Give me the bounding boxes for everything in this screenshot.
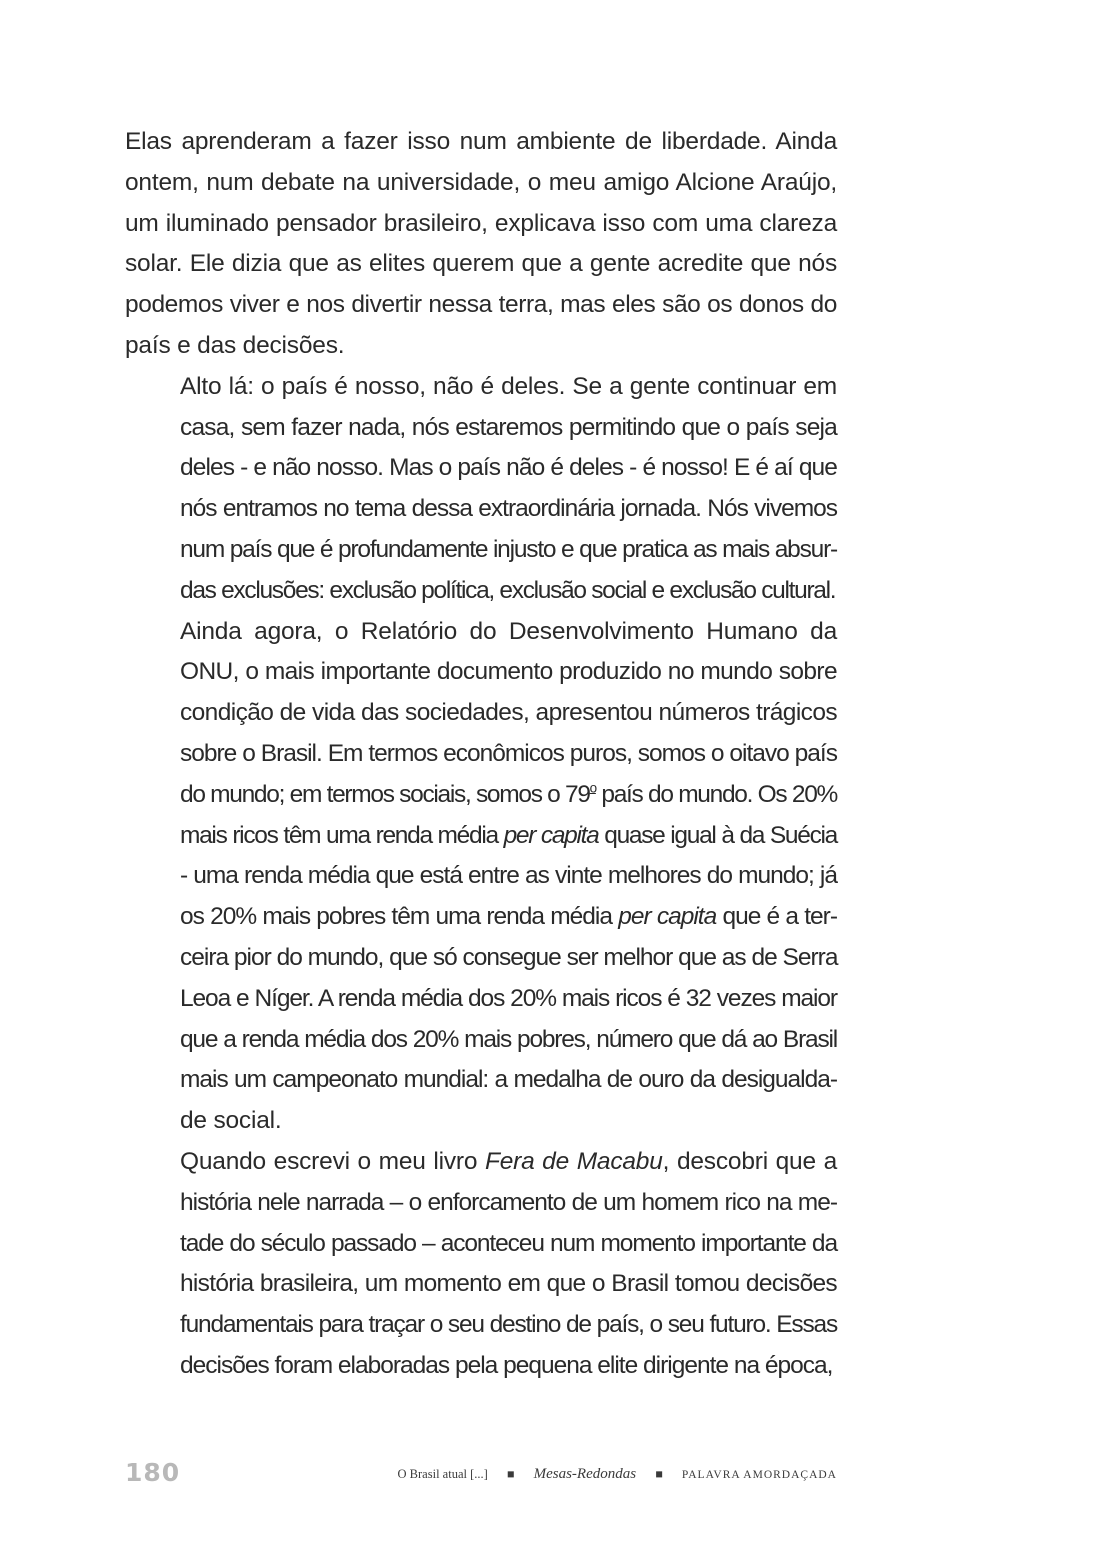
paragraph: [125, 612, 837, 1142]
text-line: [125, 530, 837, 571]
text-run: ontem, num debate na universidade, o meu amigo Alcione Araújo,: [125, 168, 837, 196]
text-run: decisões foram elaboradas pela pequena elite dirigente na época,: [180, 1351, 833, 1379]
paragraph: [125, 122, 837, 367]
text-line: [125, 897, 837, 938]
running-head-separator: ■: [506, 1467, 515, 1481]
text-run: fundamentais para traçar o seu destino de país, o seu futuro. Essas: [180, 1311, 837, 1339]
text-run: que a renda média dos 20% mais pobres, número que dá ao Brasil: [180, 1025, 837, 1053]
text-line: [125, 1224, 837, 1265]
text-run: tade do século passado – aconteceu num momento importante da: [180, 1229, 837, 1257]
italic-text: per capita: [618, 903, 717, 931]
text-run: Quando escrevi o meu livro: [180, 1147, 485, 1175]
running-head-section: Mesas-Redondas: [533, 1466, 637, 1482]
ordinal-indicator: o: [589, 780, 596, 796]
text-line: [125, 204, 837, 245]
text-line: [125, 571, 837, 612]
page-footer: [125, 1458, 837, 1490]
text-line: [125, 1346, 837, 1387]
text-run: um iluminado pensador brasileiro, explicava isso com uma clareza: [125, 209, 837, 237]
text-line: [125, 856, 837, 897]
text-line: [125, 652, 837, 693]
text-line: [125, 612, 837, 653]
page-number: 180: [125, 1458, 181, 1487]
text-line: [125, 244, 837, 285]
paragraph: [125, 367, 837, 612]
italic-text: Fera de Macabu: [484, 1147, 663, 1175]
running-head-chapter: O Brasil atual [...]: [397, 1467, 488, 1481]
text-run: história nele narrada – o enforcamento de um homem rico na me-: [180, 1188, 837, 1216]
text-line: [125, 693, 837, 734]
text-run: casa, sem fazer nada, nós estaremos permitindo que o país seja: [180, 413, 837, 441]
text-line: [125, 1142, 837, 1183]
text-run: Leoa e Níger. A renda média dos 20% mais ricos é 32 vezes maior: [180, 984, 837, 1012]
running-head-series: PALAVRA AMORDAÇADA: [681, 1469, 837, 1481]
text-line: [125, 448, 837, 489]
running-head-separator: ■: [655, 1467, 663, 1481]
text-run: história brasileira, um momento em que o Brasil tomou decisões: [180, 1270, 837, 1298]
text-run: país e das decisões.: [125, 331, 345, 359]
text-run: Ainda agora, o Relatório do Desenvolvimento Humano da: [180, 617, 837, 645]
text-line: [125, 1305, 837, 1346]
text-line: [125, 1060, 837, 1101]
text-line: [125, 979, 837, 1020]
text-run: ONU, o mais importante documento produzido no mundo sobre: [180, 658, 837, 686]
text-run: Alto lá: o país é nosso, não é deles. Se a gente continuar em: [180, 372, 837, 400]
text-run: sobre o Brasil. Em termos econômicos puros, somos o oitavo país: [180, 739, 837, 767]
text-run: Elas aprenderam a fazer isso num ambiente de liberdade. Ainda: [125, 128, 837, 155]
text-run: quase igual à da Suécia: [598, 821, 837, 849]
text-line: [125, 367, 837, 408]
text-line: [125, 734, 837, 775]
text-run: - uma renda média que está entre as vinte melhores do mundo; já: [180, 862, 837, 890]
text-run: mais um campeonato mundial: a medalha de ouro da desigualda-: [180, 1066, 837, 1094]
text-run: ceira pior do mundo, que só consegue ser melhor que as de Serra: [180, 943, 838, 971]
text-line: [125, 938, 837, 979]
text-line: [125, 1101, 837, 1142]
text-run: num país que é profundamente injusto e que pratica as mais absur-: [180, 535, 837, 563]
text-line: [125, 163, 837, 204]
text-run: que é a ter-: [716, 903, 837, 931]
running-head: [398, 1466, 837, 1483]
text-line: [125, 1020, 837, 1061]
text-run: país do mundo. Os 20%: [595, 780, 838, 808]
text-run: podemos viver e nos divertir nessa terra, mas eles são os donos do: [125, 291, 837, 319]
italic-text: per capita: [503, 821, 599, 849]
text-line: [125, 775, 837, 816]
text-line: [125, 326, 837, 367]
text-run: , descobri que a: [662, 1147, 837, 1175]
text-run: mais ricos têm uma renda média: [180, 821, 504, 849]
text-run: solar. Ele dizia que as elites querem que a gente acredite que nós: [125, 250, 837, 278]
text-line: [125, 1264, 837, 1305]
text-run: os 20% mais pobres têm uma renda média: [180, 903, 619, 931]
text-line: [125, 408, 837, 449]
text-run: das exclusões: exclusão política, exclusão social e exclusão cultural.: [180, 576, 836, 604]
text-line: [125, 816, 837, 857]
text-run: deles - e não nosso. Mas o país não é deles - é nosso! E é aí que: [180, 454, 837, 482]
text-run: do mundo; em termos sociais, somos o 79: [180, 780, 590, 808]
text-run: condição de vida das sociedades, apresentou números trágicos: [180, 699, 837, 727]
body-text: [125, 122, 837, 1387]
text-line: [125, 285, 837, 326]
text-line: [125, 122, 837, 163]
paragraph: [125, 1142, 837, 1387]
text-line: [125, 489, 837, 530]
text-run: de social.: [180, 1107, 282, 1135]
text-line: [125, 1183, 837, 1224]
text-run: nós entramos no tema dessa extraordinária jornada. Nós vivemos: [180, 495, 837, 523]
